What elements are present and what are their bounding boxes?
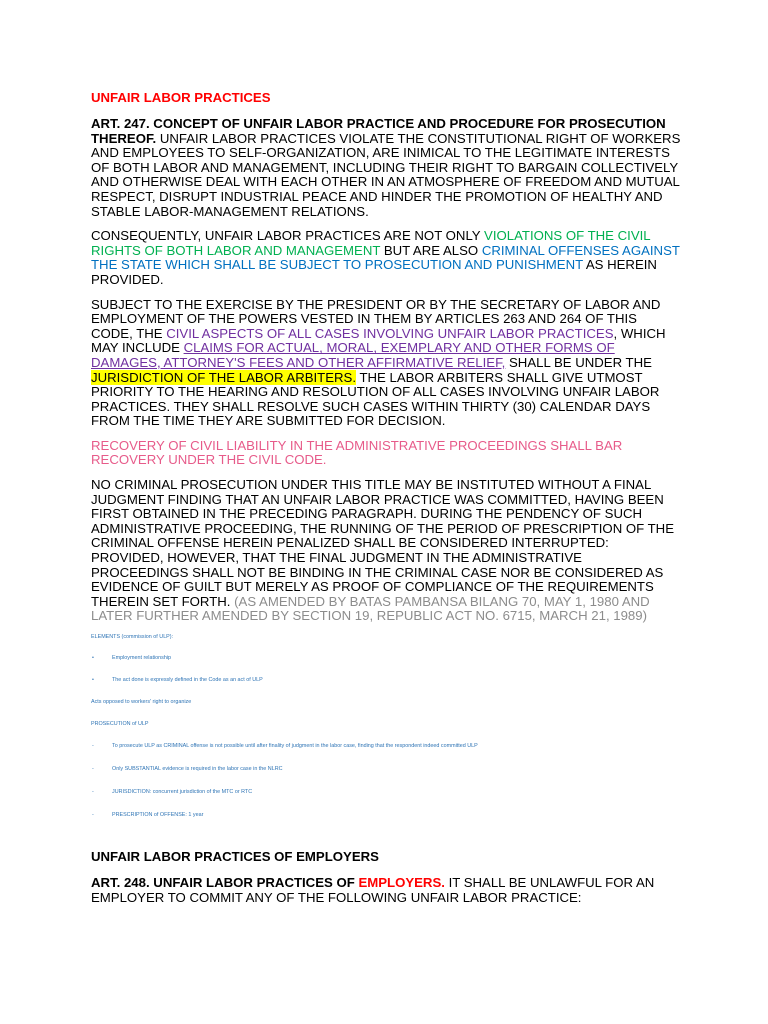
labor-arbiters-highlight: JURISDICTION OF THE LABOR ARBITERS. — [91, 369, 357, 385]
dash-marker: - — [92, 743, 94, 749]
text-run: , WHICH MAY INCLUDE — [91, 325, 666, 356]
recovery-civil-liability-paragraph: RECOVERY OF CIVIL LIABILITY IN THE ADMINISTRATIVE PROCEEDINGS SHALL BAR RECOVERY UNDER THE CIVIL CODE. — [91, 437, 623, 468]
text-run: SHALL BE UNDER THE — [505, 354, 652, 370]
employers-highlight: EMPLOYERS. — [358, 875, 445, 890]
list-item-text: PRESCRIPTION of OFFENSE: 1 year — [112, 812, 204, 818]
article-247-paragraph — [91, 117, 681, 219]
list-item-text: The act done is expressly defined in the Code as an act of ULP — [112, 677, 263, 683]
text-run: AS HEREIN PROVIDED. — [91, 257, 657, 287]
list-item — [91, 812, 681, 819]
text-run: THE LABOR ARBITERS SHALL GIVE UTMOST PRIORITY TO THE HEARING AND RESOLUTION OF ALL CASES INVOLVING UNFAIR LABOR PRACTICES. THEY SHALL RESOLVE SUCH CASES WITHIN THIRTY (30) CALENDAR DAYS FROM THE TIME THEY ARE SUBMITTED FOR DECISION. — [91, 369, 660, 429]
dash-marker: - — [92, 812, 94, 818]
article-247-body: UNFAIR LABOR PRACTICES VIOLATE THE CONSTITUTIONAL RIGHT OF WORKERS AND EMPLOYEES TO SELF-ORGANIZATION, ARE INIMICAL TO THE LEGITIMATE INTERESTS OF BOTH LABOR AND MANAGEMENT, INCLUDING THEIR RIGHT TO BARGAIN COLLECTIVELY AND OTHERWISE DEAL WITH EACH OTHER IN AN ATMOSPHERE OF FREEDOM AND MUTUAL RESPECT, DISRUPT INDUSTRIAL PEACE AND HINDER THE PROMOTION OF HEALTHY AND STABLE LABOR-MANAGEMENT RELATIONS. — [91, 130, 681, 219]
list-item — [91, 743, 681, 750]
text-run: SUBJECT TO THE EXERCISE BY THE PRESIDENT OR BY THE SECRETARY OF LABOR AND EMPLOYMENT OF THE POWERS VESTED IN THEM BY ARTICLES 263 AND 264 OF THIS CODE, THE — [91, 296, 661, 341]
list-item-text: Employment relationship — [112, 655, 172, 661]
elements-label: ELEMENTS (commission of ULP): — [91, 634, 174, 640]
dash-marker: - — [92, 789, 94, 795]
section-heading: UNFAIR LABOR PRACTICES — [91, 90, 271, 105]
criminal-offenses-phrase: CRIMINAL OFFENSES AGAINST THE STATE WHICH SHALL BE SUBJECT TO PROSECUTION AND PUNISHMENT — [91, 242, 680, 273]
document-content — [91, 90, 681, 915]
article-248-paragraph — [91, 876, 681, 905]
dash-marker: - — [92, 766, 94, 772]
prosecution-label: PROSECUTION of ULP — [91, 721, 149, 727]
list-item — [91, 677, 681, 684]
jurisdiction-paragraph — [91, 298, 681, 429]
text-run: BUT ARE ALSO — [380, 242, 482, 258]
list-item-text: Only SUBSTANTIAL evidence is required in the labor case in the NLRC — [112, 766, 283, 772]
amendment-note: (AS AMENDED BY BATAS PAMBANSA BILANG 70, MAY 1, 1980 AND LATER FURTHER AMENDED BY SECTION 19, REPUBLIC ACT NO. 6715, MARCH 21, 1989) — [91, 593, 650, 624]
list-item — [91, 766, 681, 773]
employers-heading: UNFAIR LABOR PRACTICES OF EMPLOYERS — [91, 849, 379, 864]
list-item — [91, 655, 681, 662]
text-run: NO CRIMINAL PROSECUTION UNDER THIS TITLE MAY BE INSTITUTED WITHOUT A FINAL JUDGMENT FINDING THAT AN UNFAIR LABOR PRACTICE WAS COMMITTED, HAVING BEEN FIRST OBTAINED IN THE PRECEDING PARAGRAPH. DURING THE PENDENCY OF SUCH ADMINISTRATIVE PROCEEDING, THE RUNNING OF THE PERIOD OF PRESCRIPTION OF THE CRIMINAL OFFENSE HEREIN PENALIZED SHALL BE CONSIDERED INTERRUPTED: PROVIDED, HOWEVER, THAT THE FINAL JUDGMENT IN THE ADMINISTRATIVE PROCEEDINGS SHALL NOT BE BINDING IN THE CRIMINAL CASE NOR BE CONSIDERED AS EVIDENCE OF GUILT BUT MERELY AS PROOF OF COMPLIANCE OF THE REQUIREMENTS THEREIN SET FORTH. — [91, 477, 674, 609]
claims-for-damages-phrase: CLAIMS FOR ACTUAL, MORAL, EXEMPLARY AND OTHER FORMS OF DAMAGES, ATTORNEY'S FEES AND OTHER AFFIRMATIVE RELIEF, — [91, 340, 615, 370]
article-247-title: ART. 247. CONCEPT OF UNFAIR LABOR PRACTICE AND PROCEDURE FOR PROSECUTION THEREOF. — [91, 116, 666, 146]
article-248-body: IT SHALL BE UNLAWFUL FOR AN EMPLOYER TO COMMIT ANY OF THE FOLLOWING UNFAIR LABOR PRACTICE: — [91, 875, 655, 905]
acts-opposed-note: Acts opposed to workers' right to organize — [91, 699, 192, 705]
consequently-paragraph — [91, 229, 681, 287]
handwritten-notes — [91, 634, 681, 819]
list-item-text: JURISDICTION: concurrent jurisdiction of the MTC or RTC — [112, 789, 253, 795]
civil-rights-phrase: VIOLATIONS OF THE CIVIL RIGHTS OF BOTH LABOR AND MANAGEMENT — [91, 228, 651, 258]
criminal-prosecution-paragraph — [91, 478, 681, 624]
civil-aspects-phrase: CIVIL ASPECTS OF ALL CASES INVOLVING UNFAIR LABOR PRACTICES — [166, 325, 614, 341]
bullet-marker: • — [92, 655, 94, 661]
list-item — [91, 789, 681, 796]
list-item-text: To prosecute ULP as CRIMINAL offense is not possible until after finality of judgment in the labor case, finding that the respondent indeed committed ULP — [112, 743, 478, 749]
text-run: CONSEQUENTLY, UNFAIR LABOR PRACTICES ARE NOT ONLY — [91, 228, 485, 244]
bullet-marker: • — [92, 677, 94, 683]
article-248-title: ART. 248. UNFAIR LABOR PRACTICES OF — [91, 875, 359, 890]
